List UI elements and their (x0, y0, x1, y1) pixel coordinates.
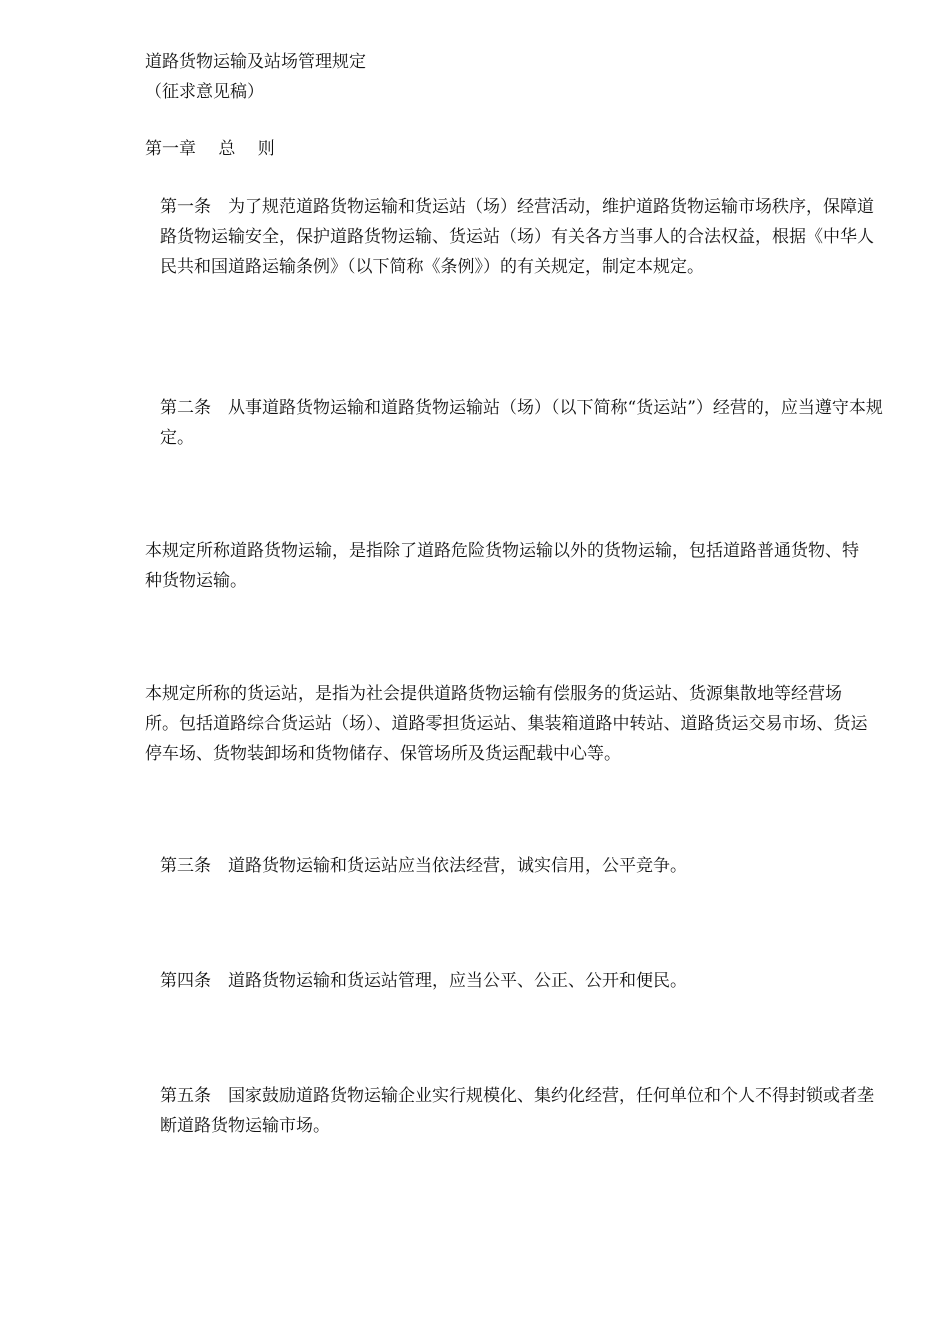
document-header (145, 47, 875, 107)
article-1: 第一条 为了规范道路货物运输和货运站（场）经营活动，维护道路货物运输市场秩序，保障道路货物运输安全，保护道路货物运输、货运站（场）有关各方当事人的合法权益，根据《中华人民共和国道路运输条例》（以下简称《条例》）的有关规定，制定本规定。 (160, 197, 874, 277)
article-2: 第二条 从事道路货物运输和道路货物运输站（场）（以下简称“货运站”）经营的，应当遵守本规定。 (160, 398, 883, 448)
article-3: 第三条 道路货物运输和货运站应当依法经营，诚实信用，公平竞争。 (160, 856, 687, 876)
article-5: 第五条 国家鼓励道路货物运输企业实行规模化、集约化经营，任何单位和个人不得封锁或者垄断道路货物运输市场。 (160, 1086, 874, 1136)
paragraph-freight-station-definition: 本规定所称的货运站，是指为社会提供道路货物运输有偿服务的货运站、货源集散地等经营场所。包括道路综合货运站（场）、道路零担货运站、集装箱道路中转站、道路货运交易市场、货运停车场、货物装卸场和货物储存、保管场所及货运配载中心等。 (145, 684, 868, 764)
document-title: 道路货物运输及站场管理规定 (145, 52, 366, 72)
chapter-heading: 第一章 总 则 (145, 139, 275, 159)
document-subtitle: （征求意见稿） (145, 82, 264, 102)
paragraph-road-freight-definition: 本规定所称道路货物运输，是指除了道路危险货物运输以外的货物运输，包括道路普通货物、特种货物运输。 (145, 541, 859, 591)
article-4: 第四条 道路货物运输和货运站管理，应当公平、公正、公开和便民。 (160, 971, 687, 991)
